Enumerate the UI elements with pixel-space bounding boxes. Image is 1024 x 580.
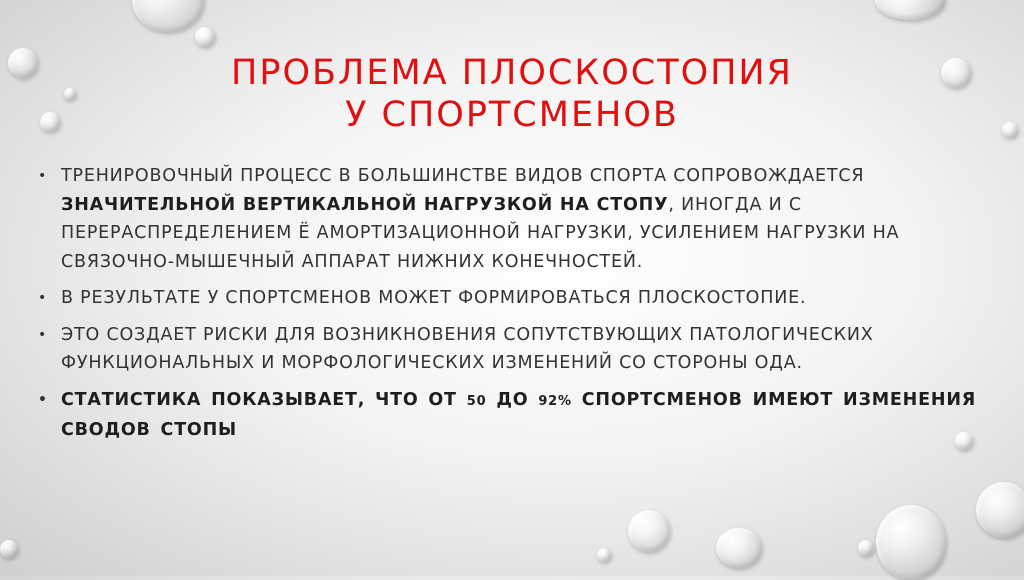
bullet-marker: •	[38, 290, 48, 306]
water-drop-decoration	[976, 482, 1024, 538]
bullet-text: ЭТО СОЗДАЕТ РИСКИ ДЛЯ ВОЗНИКНОВЕНИЯ СОПУТСТВУЮЩИХ ПАТОЛОГИЧЕСКИХ ФУНКЦИОНАЛЬНЫХ И МОРФОЛОГИЧЕСКИХ ИЗМЕНЕНИЙ СО СТОРОНЫ ОДА.	[61, 324, 874, 373]
statistic-number-low: 50	[466, 393, 487, 409]
slide-title-line1: ПРОБЛЕМА ПЛОСКОСТОПИЯ	[231, 53, 793, 93]
water-drop-decoration	[716, 528, 762, 568]
slide-title	[0, 52, 1024, 136]
water-drop-decoration	[0, 540, 18, 558]
water-drop-decoration	[597, 548, 611, 562]
bullet-text-bold: СТАТИСТИКА ПОКАЗЫВАЕТ	[61, 389, 358, 410]
water-drop-decoration	[875, 0, 945, 20]
water-drop-decoration	[628, 510, 670, 552]
bullet-marker: •	[38, 168, 48, 184]
bullet-marker: •	[38, 391, 48, 408]
bullet-item-training	[38, 162, 998, 276]
bullet-text-bold: ЗНАЧИТЕЛЬНОЙ ВЕРТИКАЛЬНОЙ НАГРУЗКОЙ НА СТОПУ	[61, 194, 669, 215]
bullet-text-bold: СПОРТСМЕНОВ ИМЕЮТ ИЗМЕНЕНИЯ СВОДОВ СТОПЫ	[61, 389, 977, 440]
bullet-text-bold: , ЧТО ОТ	[357, 389, 457, 410]
statistic-number-high: 92%	[538, 393, 572, 409]
bullet-item-risks	[38, 321, 998, 378]
bullet-item-statistics	[38, 386, 998, 445]
bullet-marker: •	[38, 326, 48, 343]
bullet-text: В РЕЗУЛЬТАТЕ У СПОРТСМЕНОВ МОЖЕТ ФОРМИРОВАТЬСЯ ПЛОСКОСТОПИЕ.	[61, 288, 807, 308]
bullet-text-bold: ДО	[496, 389, 529, 410]
water-drop-decoration	[132, 0, 204, 32]
slide-title-line2: У СПОРТСМЕНОВ	[345, 95, 679, 135]
water-drop-decoration	[195, 27, 215, 47]
bullet-item-result	[38, 284, 998, 313]
bullet-text: ТРЕНИРОВОЧНЫЙ ПРОЦЕСС В БОЛЬШИНСТВЕ ВИДОВ СПОРТА СОПРОВОЖДАЕТСЯ	[61, 166, 865, 186]
bullet-text: , ИНОГДА И С ПЕРЕРАСПРЕДЕЛЕНИЕМ Ё АМОРТИЗАЦИОННОЙ НАГРУЗКИ, УСИЛЕНИЕМ НАГРУЗКИ НА СВЯЗОЧНО-МЫШЕЧНЫЙ АППАРАТ НИЖНИХ КОНЕЧНОСТЕЙ.	[61, 194, 900, 272]
bullet-list	[38, 162, 998, 453]
water-drop-decoration	[858, 540, 874, 556]
water-drop-decoration	[876, 505, 946, 580]
